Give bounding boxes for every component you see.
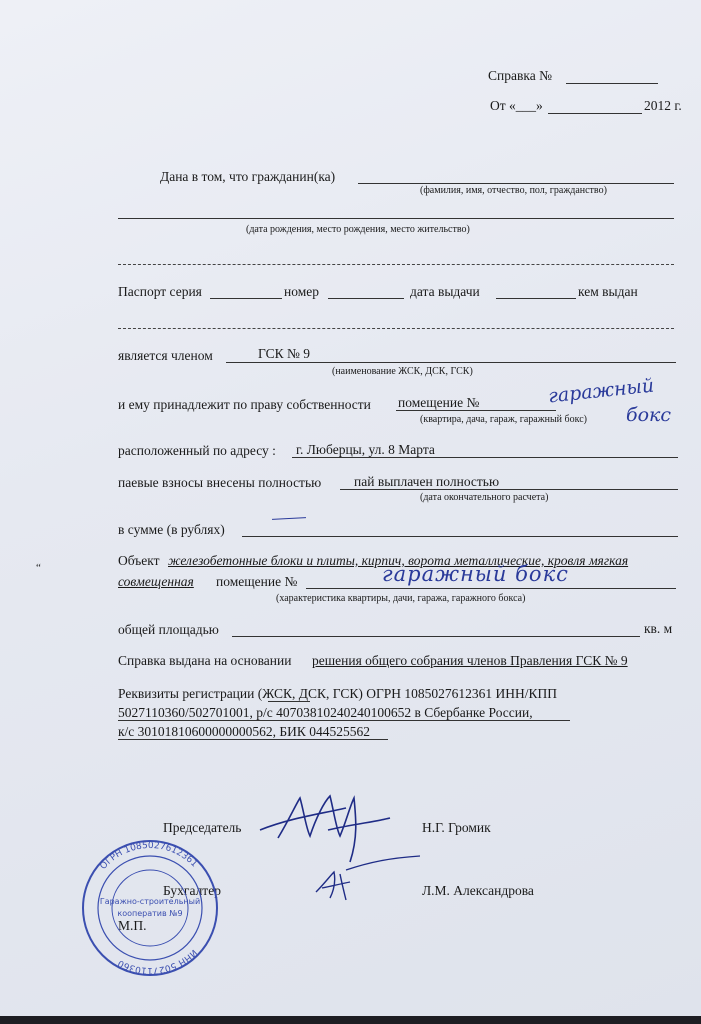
- passport-series-label: Паспорт серия: [118, 284, 202, 299]
- stamp-center-1: Гаражно-строительный: [99, 897, 201, 906]
- certificate-number-line: [566, 83, 658, 84]
- cooperative-stamp: [76, 838, 224, 978]
- ownership-handwriting-1: гаражный: [547, 374, 656, 408]
- passport-number-label: номер: [284, 284, 320, 299]
- birth-hint: (дата рождения, место рождения, место жительство): [246, 224, 470, 235]
- sum-label: в сумме (в рублях): [118, 522, 225, 537]
- object-value-1: железобетонные блоки и плиты, кирпич, ворота металлические, кровля мягкая: [168, 553, 629, 568]
- member-hint: (наименование ЖСК, ДСК, ГСК): [332, 366, 473, 377]
- requisites-line-1: Реквизиты регистрации (ЖСК, ДСК, ГСК) ОГРН 1085027612361 ИНН/КПП: [118, 686, 558, 701]
- object-line: [306, 588, 676, 589]
- object-room-label: помещение №: [216, 574, 298, 589]
- requisites-line-2: 5027110360/502701001, р/с 40703810240240100652 в Сбербанке России,: [118, 705, 533, 720]
- object-value-2: совмещенная: [118, 574, 194, 589]
- issue-date-line: [496, 298, 576, 299]
- address-value: г. Люберцы, ул. 8 Марта: [296, 442, 435, 457]
- chairman-name: Н.Г. Громик: [422, 820, 491, 835]
- member-label: является членом: [118, 348, 213, 363]
- accountant-role: Бухгалтер: [163, 883, 221, 898]
- address-label: расположенный по адресу :: [118, 443, 276, 458]
- object-label: Объект: [118, 553, 160, 568]
- member-line: [226, 362, 676, 363]
- stamp-center-2: кооператив №9: [117, 909, 183, 918]
- area-unit: кв. м: [644, 621, 673, 636]
- given-to-line: [358, 183, 674, 184]
- area-label: общей площадью: [118, 622, 219, 637]
- object-handwriting: гаражный бокс: [382, 562, 569, 586]
- svg-text:ИНН 5027110360: [116, 947, 198, 975]
- stamp-ring-top: ОГРН 1085027612361: [98, 840, 200, 872]
- requisites-underline-1: [268, 701, 310, 702]
- redacted-line-1: [118, 264, 674, 265]
- requisites-underline-3: [118, 739, 388, 740]
- basis-label: Справка выдана на основании: [118, 653, 292, 668]
- given-to-hint: (фамилия, имя, отчество, пол, гражданство): [420, 185, 607, 196]
- certificate-date-line: [548, 113, 642, 114]
- object-hint: (характеристика квартиры, дачи, гаража, гаражного бокса): [276, 593, 526, 604]
- fees-value: пай выплачен полностью: [354, 474, 500, 489]
- certificate-year: 2012 г.: [644, 98, 682, 113]
- accountant-signature: [310, 866, 370, 906]
- basis-value: решения общего собрания членов Правления ГСК № 9: [312, 653, 628, 668]
- accountant-name: Л.М. Александрова: [422, 883, 534, 898]
- fees-hint: (дата окончательного расчета): [420, 492, 549, 503]
- ownership-handwriting-2: бокс: [626, 404, 672, 426]
- fees-label: паевые взносы внесены полностью: [118, 475, 322, 490]
- ownership-value: помещение №: [398, 395, 480, 410]
- ownership-hint: (квартира, дача, гараж, гаражный бокс): [420, 414, 588, 425]
- passport-series-line: [210, 298, 282, 299]
- passport-number-line: [328, 298, 404, 299]
- requisites-line-3: к/с 30101810600000000562, БИК 044525562: [118, 724, 371, 739]
- certificate-title: Справка №: [488, 68, 552, 83]
- certificate-date-label: От «___»: [490, 98, 543, 113]
- birth-line: [118, 218, 674, 219]
- area-line: [232, 636, 640, 637]
- chairman-role: Председатель: [163, 820, 242, 835]
- margin-mark: “: [36, 562, 41, 574]
- issue-date-label: дата выдачи: [410, 284, 480, 299]
- redacted-line-2: [118, 328, 674, 329]
- requisites-underline-2: [118, 720, 570, 721]
- given-to-label: Дана в том, что гражданин(ка): [160, 169, 336, 184]
- stamp-ring-bottom: ИНН 5027110360: [116, 946, 199, 976]
- member-value: ГСК № 9: [258, 346, 311, 361]
- sum-pen-mark: [272, 517, 306, 520]
- ownership-label: и ему принадлежит по праву собственности: [118, 397, 371, 412]
- seal-label: М.П.: [118, 918, 147, 933]
- sum-line: [242, 536, 678, 537]
- issued-by-label: кем выдан: [578, 284, 638, 299]
